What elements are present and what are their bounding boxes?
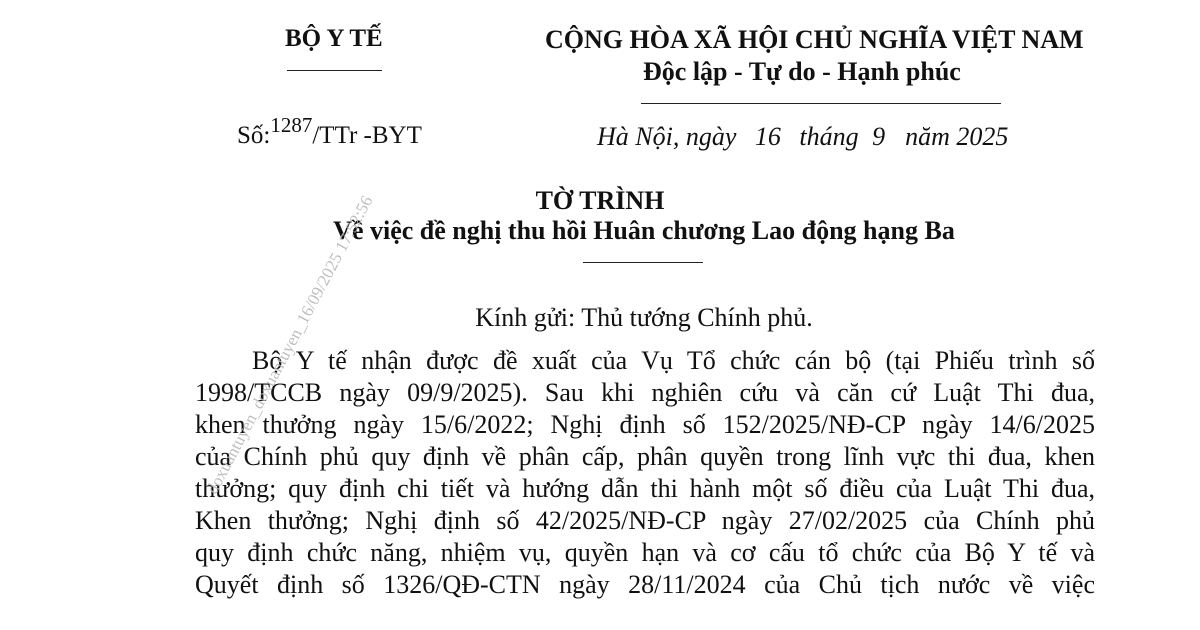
signature-watermark: doxuantuyen_doxuantuyen_16/09/2025 17:52:56 [202,192,377,498]
document-subject: Về việc đề nghị thu hồi Huân chương Lao động hạng Ba [333,216,955,245]
national-motto: Độc lập - Tự do - Hạnh phúc [643,57,961,86]
body-line: quy định chức năng, nhiệm vụ, quyền hạn và cơ cấu tổ chức của Bộ Y tế và [195,538,1095,567]
doc-number-prefix: Số: [237,122,271,149]
date-day: 16 [754,122,781,151]
date-year: 2025 [956,122,1009,151]
body-line: của Chính phủ quy định về phân cấp, phân quyền trong lĩnh vực thi đua, khen [195,442,1095,471]
agency-underline [287,70,382,71]
date-month: 9 [872,122,886,151]
recipient-line: Kính gửi: Thủ tướng Chính phủ. [475,303,813,332]
body-line: Quyết định số 1326/QĐ-CTN ngày 28/11/2024 của Chủ tịch nước về việc [195,570,1095,599]
motto-underline [641,103,1001,104]
doc-number-value: 1287 [270,113,313,137]
national-title: CỘNG HÒA XÃ HỘI CHỦ NGHĨA VIỆT NAM [545,25,1084,54]
body-line: Khen thưởng; Nghị định số 42/2025/NĐ-CP ngày 27/02/2025 của Chính phủ [195,506,1095,535]
date-year-label: năm [905,122,950,151]
doc-number-suffix: /TTr -BYT [312,122,422,149]
date-place-day: Hà Nội, ngày [597,122,737,151]
issuing-agency: BỘ Y TẾ [285,25,383,52]
body-line: thưởng; quy định chi tiết và hướng dẫn thi hành một số điều của Luật Thi đua, [195,474,1095,503]
body-line: khen thưởng ngày 15/6/2022; Nghị định số 152/2025/NĐ-CP ngày 14/6/2025 [195,410,1095,439]
document-number [237,113,422,150]
issue-date [597,122,1008,152]
body-line: Bộ Y tế nhận được đề xuất của Vụ Tổ chức cán bộ (tại Phiếu trình số [252,346,1095,375]
body-line: 1998/TCCB ngày 09/9/2025). Sau khi nghiên cứu và căn cứ Luật Thi đua, [195,378,1095,407]
document-type-title: TỜ TRÌNH [535,186,665,215]
subject-underline [583,262,703,263]
date-month-label: tháng [799,122,859,151]
